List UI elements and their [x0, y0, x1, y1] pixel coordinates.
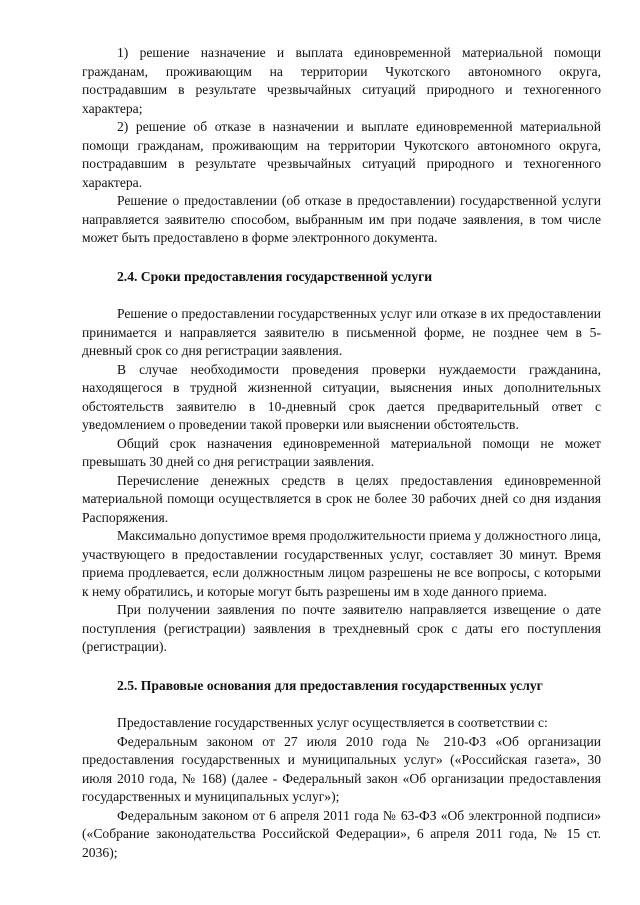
section-heading-2-5: 2.5. Правовые основания для предоставления государственных услуг	[117, 677, 543, 693]
paragraph: 2) решение об отказе в назначении и выплате единовременной материальной помощи гражданам, проживающим на территории Чукотского автономного округа, пострадавшим в результате чрезвычайных ситуаций природного и техногенного характера.	[82, 119, 601, 190]
paragraph: Максимально допустимое время продолжительности приема у должностного лица, участвующего в предоставлении государственных услуг, составляет 30 минут. Время приема продлевается, если должностным лицом разрешены не все вопросы, с которыми к нему обратились, и которые могут быть разрешены им в ходе данного приема.	[82, 528, 601, 599]
section-2-4-body	[82, 305, 601, 657]
paragraph: Решение о предоставлении (об отказе в предоставлении) государственной услуги направляется заявителю способом, выбранным им при подаче заявления, в том числе может быть предоставлено в форме электронного документа.	[82, 193, 601, 245]
paragraph: Общий срок назначения единовременной материальной помощи не может превышать 30 дней со дня регистрации заявления.	[82, 435, 601, 469]
paragraph: В случае необходимости проведения проверки нуждаемости гражданина, находящегося в трудной жизненной ситуации, выяснения иных дополнительных обстоятельств заявителю в 10-дневный срок дается предварительный ответ с уведомлением о проведении такой проверки или выяснении обстоятельств.	[82, 361, 601, 432]
paragraph: Предоставление государственных услуг осуществляется в соответствии с:	[117, 715, 548, 730]
section-heading-2-4: 2.4. Сроки предоставления государственной услуги	[117, 268, 433, 284]
paragraph: Перечисление денежных средств в целях предоставления единовременной материальной помощи осуществляется в срок не более 30 рабочих дней со дня издания Распоряжения.	[82, 472, 601, 525]
paragraph: Федеральным законом от 6 апреля 2011 года № 63-ФЗ «Об электронной подписи» («Собрание законодательства Российской Федерации», 6 апреля 2011 года, № 15 ст. 2036);	[82, 807, 601, 860]
section-2-5-body	[82, 714, 601, 862]
paragraph: Федеральным законом от 27 июля 2010 года № 210-ФЗ «Об организации предоставления государственных и муниципальных услуг» («Российская газета», 30 июля 2010 года, № 168) (далее - Федеральный закон «Об организации предоставления государственных и муниципальных услуг»);	[82, 733, 601, 804]
paragraph: 1) решение назначение и выплата единовременной материальной помощи гражданам, проживающим на территории Чукотского автономного округа, пострадавшим в результате чрезвычайных ситуаций природного и техногенного характера;	[82, 45, 601, 116]
paragraph: При получении заявления по почте заявителю направляется извещение о дате поступления (регистрации) заявления в трехдневный срок с даты его поступления (регистрации).	[82, 602, 601, 654]
paragraph: Решение о предоставлении государственных услуг или отказе в их предоставлении принимается и направляется заявителю в письменной форме, не позднее чем в 5-дневный срок со дня регистрации заявления.	[82, 306, 601, 358]
top-paragraphs	[82, 44, 601, 248]
